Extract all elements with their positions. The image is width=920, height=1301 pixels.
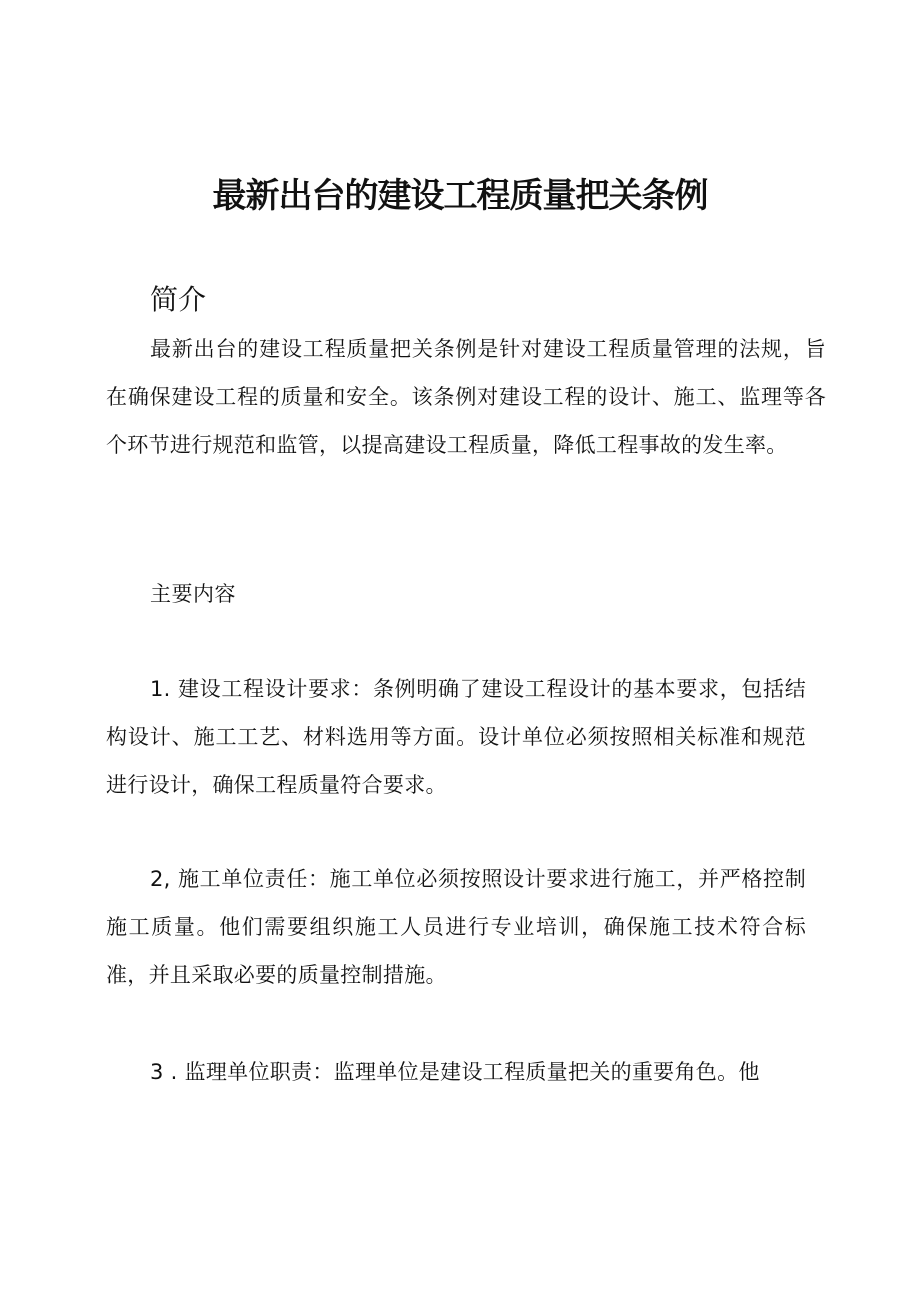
main-content-label: 主要内容 [150,582,236,606]
document-title: 最新出台的建设工程质量把关条例 [212,176,708,216]
content-item-3: 3 . 监理单位职责：监理单位是建设工程质量把关的重要角色。他 [150,1060,760,1084]
content-item-1: 1. 建设工程设计要求：条例明确了建设工程设计的基本要求，包括结构设计、施工工艺、材料选用等方面。设计单位必须按照相关标准和规范进行设计，确保工程质量符合要求。 [106,677,806,797]
intro-paragraph: 最新出台的建设工程质量把关条例是针对建设工程质量管理的法规，旨在确保建设工程的质量和安全。该条例对建设工程的设计、施工、监理等各个环节进行规范和监管，以提高建设工程质量，降低工程事故的发生率。 [106,337,826,457]
content-item-2: 2, 施工单位责任：施工单位必须按照设计要求进行施工，并严格控制施工质量。他们需要组织施工人员进行专业培训，确保施工技术符合标准，并且采取必要的质量控制措施。 [106,867,806,987]
intro-heading: 简介 [150,283,207,316]
